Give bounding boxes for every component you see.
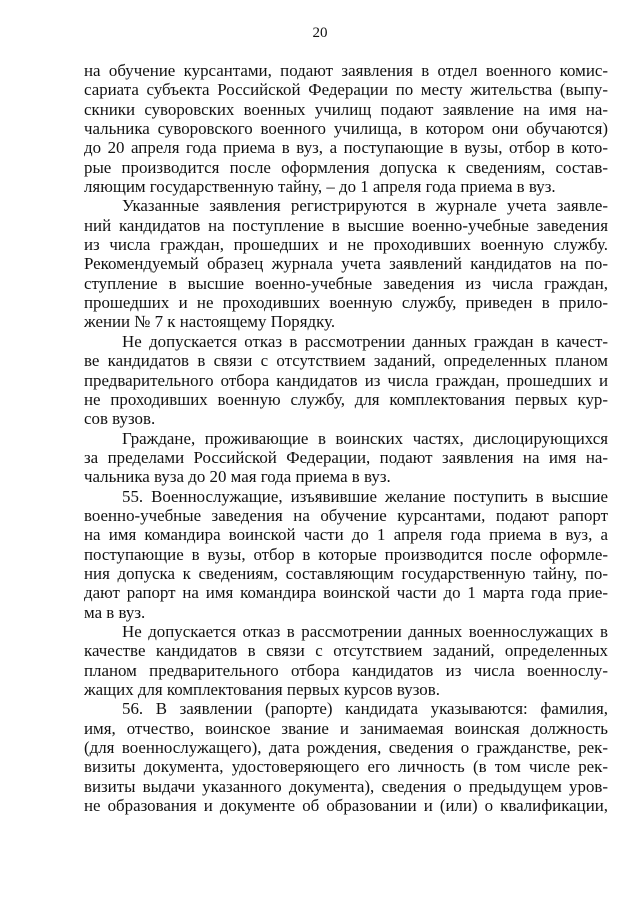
paragraph-clause-56 [84, 699, 608, 815]
text-line: ве кандидатов в связи с отсутствием заданий, определенных планом [84, 351, 608, 371]
page-number: 20 [312, 25, 328, 41]
paragraph-refusal-citizens [84, 332, 608, 429]
text-line: планом предварительного отбора кандидатов из числа военнослу- [84, 660, 608, 680]
text-line: Указанные заявления регистрируются в журнале учета заявле- [122, 196, 608, 216]
text-line: за пределами Российской Федерации, подают заявления на имя на- [84, 447, 608, 467]
text-line: ний кандидатов на поступление в высшие военно-учебные заведения [84, 215, 608, 235]
paragraph-continuation [84, 61, 608, 196]
text-line: чальника суворовского военного училища, в котором они обучаются) [84, 119, 608, 139]
text-line: ма в вуз. [84, 602, 146, 622]
text-line: имя, отчество, воинское звание и занимаемая воинская должность [84, 718, 608, 738]
text-line: Не допускается отказ в рассмотрении данных граждан в качест- [122, 331, 608, 351]
text-line: не образования и документе об образовании и (или) о квалификации, [84, 796, 608, 816]
paragraph-refusal-servicemen [84, 622, 608, 699]
text-line: визиты выдачи указанного документа), сведения о предыдущем уров- [84, 776, 608, 796]
text-line: чальника вуза до 20 мая года приема в вуз. [84, 467, 391, 487]
text-line: сариата субъекта Российской Федерации по месту жительства (выпу- [84, 80, 608, 100]
text-line: ляющим государственную тайну, – до 1 апреля года приема в вуз. [84, 177, 556, 197]
text-line: 55. Военнослужащие, изъявившие желание поступить в высшие [122, 486, 608, 506]
text-line: на обучение курсантами, подают заявления в отдел военного комис- [84, 61, 608, 80]
paragraph-clause-55 [84, 487, 608, 622]
paragraph-abroad [84, 429, 608, 487]
text-line: прошедших и не проходивших военную службу, приведен в прило- [84, 293, 608, 313]
text-line: Не допускается отказ в рассмотрении данных военнослужащих в [122, 621, 608, 641]
text-line: качестве кандидатов в связи с отсутствием заданий, определенных [84, 641, 608, 661]
text-line: (для военнослужащего), дата рождения, сведения о гражданстве, рек- [84, 738, 608, 758]
text-line: из числа граждан, прошедших и не проходивших военную службу. [84, 235, 608, 255]
text-line: жащих для комплектования первых курсов вузов. [84, 680, 440, 699]
text-line: предварительного отбора кандидатов из числа граждан, прошедших и [84, 370, 608, 390]
text-line: Рекомендуемый образец журнала учета заявлений кандидатов на по- [84, 254, 608, 274]
text-line: 56. В заявлении (рапорте) кандидата указываются: фамилия, [122, 699, 608, 719]
text-line: ступление в высшие военно-учебные заведения из числа граждан, [84, 273, 608, 293]
text-line: до 20 апреля года приема в вуз, а поступающие в вузы, отбор в кото- [84, 138, 608, 158]
text-line: не проходивших военную службу, для комплектования первых кур- [84, 389, 608, 409]
text-line: поступающие в вузы, отбор в которые производится после оформле- [84, 544, 608, 564]
text-line: дают рапорт на имя командира воинской части до 1 марта года прие- [84, 583, 608, 603]
text-line: скники суворовских военных училищ подают заявление на имя на- [84, 99, 608, 119]
text-line: военно-учебные заведения на обучение курсантами, подают рапорт [84, 505, 608, 525]
text-line: жении № 7 к настоящему Порядку. [84, 312, 336, 332]
text-line: визиты документа, удостоверяющего его личность (в том числе рек- [84, 757, 608, 777]
text-line: на имя командира воинской части до 1 апреля года приема в вуз, а [84, 525, 608, 545]
document-body [84, 61, 608, 815]
text-line: ния допуска к сведениям, составляющим государственную тайну, по- [84, 563, 608, 583]
paragraph-registration [84, 196, 608, 331]
text-line: Граждане, проживающие в воинских частях, дислоцирующихся [122, 428, 608, 448]
text-line: рые производится после оформления допуска к сведениям, состав- [84, 157, 608, 177]
text-line: сов вузов. [84, 409, 156, 429]
